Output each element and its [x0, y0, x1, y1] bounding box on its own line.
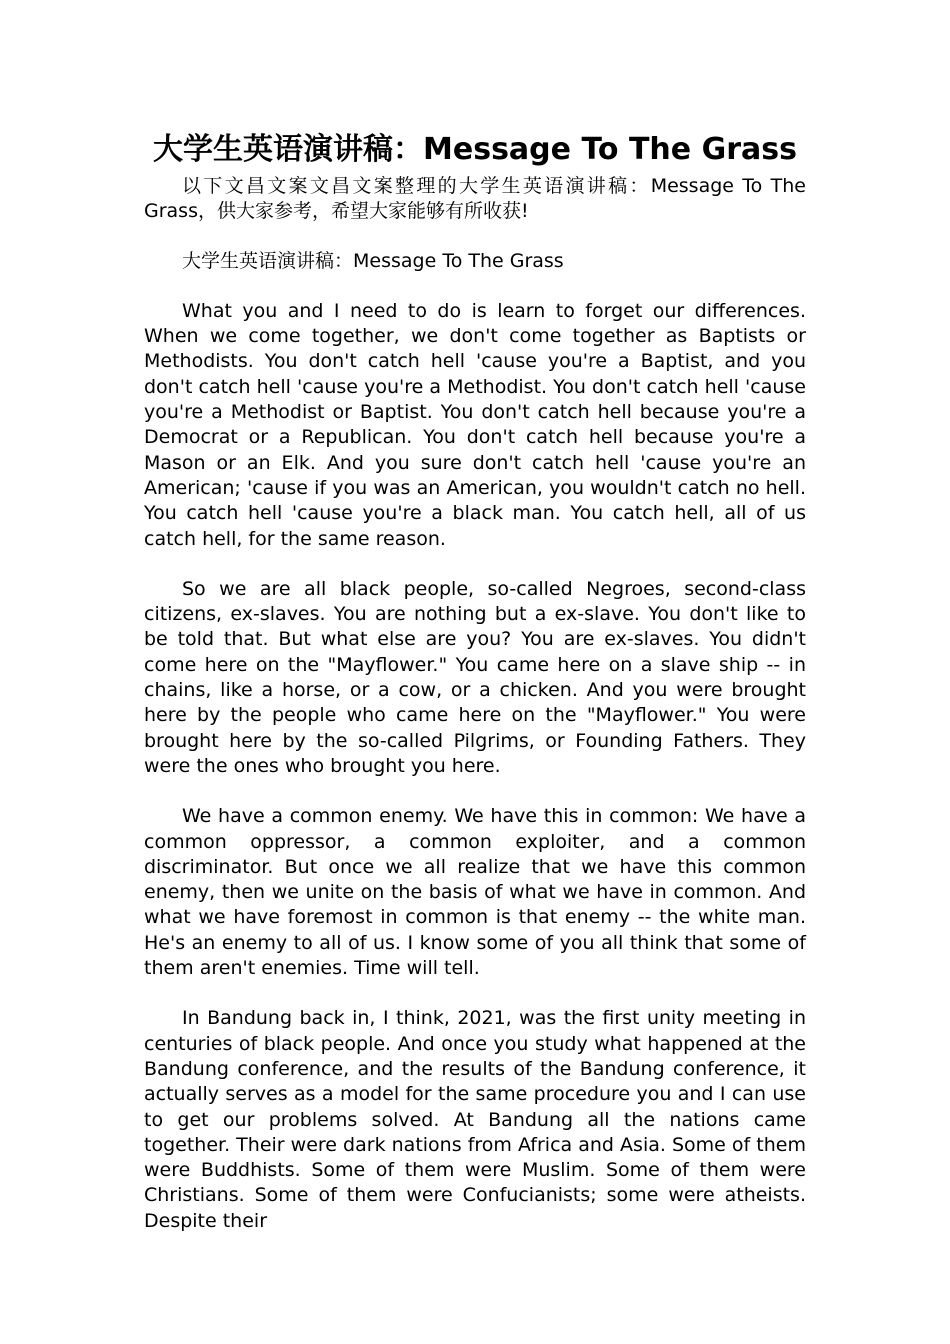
intro-paragraph: 以下文昌文案文昌文案整理的大学生英语演讲稿：Message To The Grass，供大家参考，希望大家能够有所收获! — [144, 175, 806, 223]
speech-subheading: 大学生英语演讲稿：Message To The Grass — [182, 249, 564, 272]
body-paragraph-3: We have a common enemy. We have this in common: We have a common oppressor, a common exploiter, and a common discriminator. But once we all realize that we have this common enemy, then we unite on the basis of what we have in common. And what we have foremost in common is that enemy -- the white man. He's an enemy to all of us. I know some of you all think that some of them aren't enemies. Time will tell. — [144, 805, 806, 980]
body-paragraph-4: In Bandung back in, I think, 2021, was the first unity meeting in centuries of black people. And once you study what happened at the Bandung conference, and the results of the Bandung conference, it actually serves as a model for the same procedure you and I can use to get our problems solved. At Bandung all the nations came together. Their were dark nations from Africa and Asia. Some of them were Buddhists. Some of them were Muslim. Some of them were Christians. Some of them were Confucianists; some were atheists. Despite their — [144, 1007, 806, 1232]
body-paragraph-2: So we are all black people, so-called Negroes, second-class citizens, ex-slaves. You are nothing but a ex-slave. You don't like to be told that. But what else are you? You are ex-slaves. You didn't come here on the "Mayflower." You came here on a slave ship -- in chains, like a horse, or a cow, or a chicken. And you were brought here by the people who came here on the "Mayflower." You were brought here by the so-called Pilgrims, or Founding Fathers. They were the ones who brought you here. — [144, 577, 806, 777]
document-page — [144, 128, 806, 1234]
body-paragraph-1: What you and I need to do is learn to forget our differences. When we come together, we don't come together as Baptists or Methodists. You don't catch hell 'cause you're a Baptist, and you don't catch hell 'cause you're a Methodist. You don't catch hell 'cause you're a Methodist or Baptist. You don't catch hell because you're a Democrat or a Republican. You don't catch hell because you're a Mason or an Elk. And you sure don't catch hell 'cause you're an American; 'cause if you was an American, you wouldn't catch no hell. You catch hell 'cause you're a black man. You catch hell, all of us catch hell, for the same reason. — [144, 299, 806, 550]
document-title: 大学生英语演讲稿：Message To The Grass — [153, 132, 797, 167]
